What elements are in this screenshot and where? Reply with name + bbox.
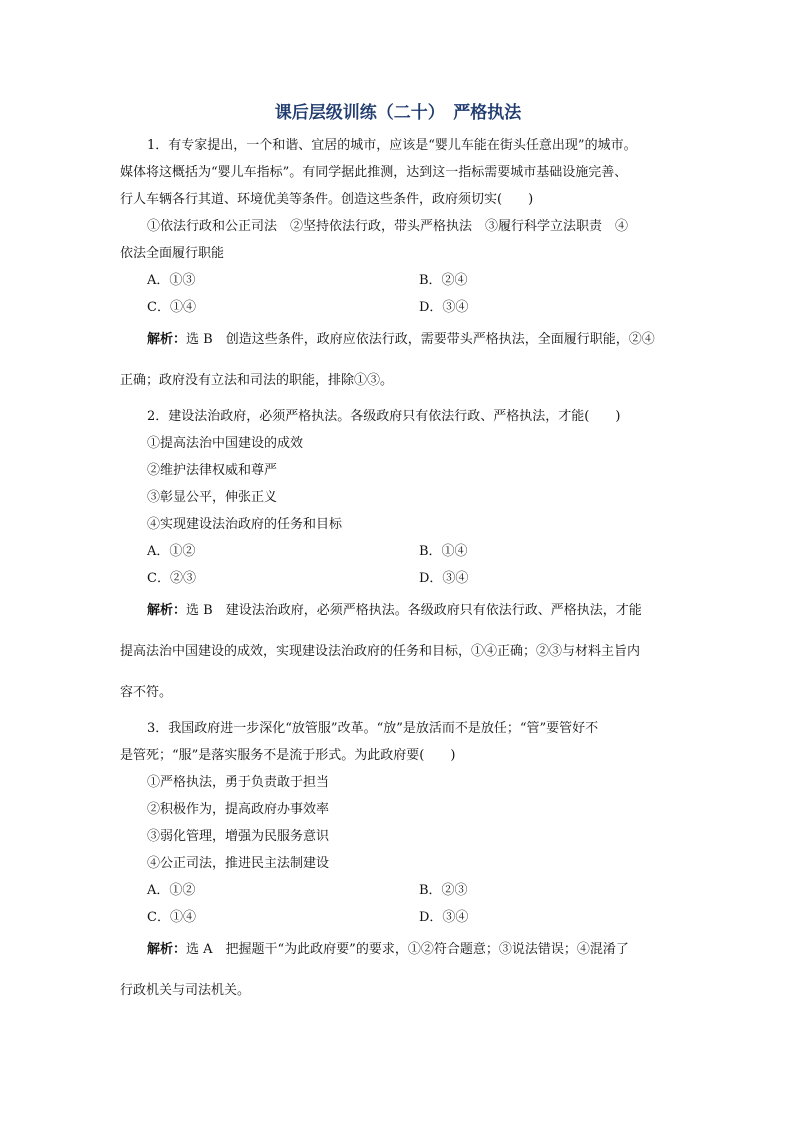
q3-stem-line-1: 3．我国政府进一步深化“放管服”改革。“放”是放活而不是放任；“管”要管好不	[147, 721, 599, 736]
q1-option-b: B．②④	[419, 273, 468, 288]
q3-statement-4: ④公正司法，推进民主法制建设	[147, 856, 330, 871]
q3-options-row-1	[120, 877, 676, 904]
q2-options-row-1	[120, 538, 676, 565]
q3-statement-3: ③弱化管理，增强为民服务意识	[147, 829, 330, 844]
q3-option-b: B．②③	[419, 883, 468, 898]
q2-option-b: B．①④	[419, 544, 468, 559]
q3-statement-1: ①严格执法，勇于负责敢于担当	[147, 775, 330, 790]
q3-stem-line-2: 是管死；“服”是落实服务不是流于形式。为此政府要( )	[120, 748, 456, 763]
q2-analysis-line-3: 容不符。	[120, 685, 173, 700]
q1-option-d: D．③④	[419, 300, 469, 315]
q1-statement-line-2: 依法全面履行职能	[120, 246, 225, 261]
q2-option-a: A．①②	[147, 544, 196, 559]
q3-analysis-text-1: 选 A 把握题干“为此政府要”的要求，①②符合题意；③说法错误；④混淆了	[186, 942, 629, 957]
q1-stem-line-1: 1．有专家提出，一个和谐、宜居的城市，应该是“婴儿车能在街头任意出现”的城市。	[147, 138, 637, 153]
q1-stem-line-2: 媒体将这概括为“婴儿车指标”。有同学据此推测，达到这一指标需要城市基础设施完善、	[120, 165, 628, 180]
q2-options-row-2	[120, 565, 676, 592]
question-2	[120, 403, 676, 706]
q1-options-row-2	[120, 294, 676, 321]
q2-stem-line-1: 2．建设法治政府，必须严格执法。各级政府只有依法行政、严格执法，才能( )	[147, 409, 621, 424]
q3-analysis-line-1	[120, 936, 676, 963]
q2-analysis-line-1	[120, 597, 676, 624]
q2-statement-3: ③彰显公平，伸张正义	[147, 490, 278, 505]
q1-stem-line-3: 行人车辆各行其道、环境优美等条件。创造这些条件，政府须切实( )	[120, 192, 534, 207]
q3-analysis-line-2: 行政机关与司法机关。	[120, 983, 251, 998]
q2-option-d: D．③④	[419, 571, 469, 586]
document-page	[120, 100, 676, 1004]
q1-analysis-line-1	[120, 326, 676, 353]
q1-option-a: A．①③	[147, 273, 196, 288]
q2-analysis-line-2: 提高法治中国建设的成效，实现建设法治政府的任务和目标，①④正确；②③与材料主旨内	[120, 644, 641, 659]
q2-statement-2: ②维护法律权威和尊严	[147, 463, 278, 478]
q3-option-c: C．①④	[147, 910, 196, 925]
q3-option-d: D．③④	[419, 910, 469, 925]
q3-options-row-2	[120, 904, 676, 931]
q2-analysis-text-1: 选 B 建设法治政府，必须严格执法。各级政府只有依法行政、严格执法，才能	[186, 603, 642, 618]
q2-analysis-label: 解析：	[147, 603, 187, 618]
q1-option-c: C．①④	[147, 300, 196, 315]
q2-option-c: C．②③	[147, 571, 196, 586]
q2-statement-1: ①提高法治中国建设的成效	[147, 436, 304, 451]
q1-analysis-label: 解析：	[147, 332, 187, 347]
q1-options-row-1	[120, 267, 676, 294]
question-3	[120, 715, 676, 1004]
question-1	[120, 132, 676, 394]
q1-analysis-line-2: 正确；政府没有立法和司法的职能，排除①③。	[120, 373, 394, 388]
q1-statement-line-1: ①依法行政和公正司法 ②坚持依法行政，带头严格执法 ③履行科学立法职责 ④	[147, 219, 629, 234]
q2-statement-4: ④实现建设法治政府的任务和目标	[147, 517, 343, 532]
q3-analysis-label: 解析：	[147, 942, 187, 957]
q1-analysis-text-1: 选 B 创造这些条件，政府应依法行政，需要带头严格执法，全面履行职能，②④	[186, 332, 655, 347]
q3-statement-2: ②积极作为，提高政府办事效率	[147, 802, 330, 817]
q3-option-a: A．①②	[147, 883, 196, 898]
page-title: 课后层级训练（二十） 严格执法	[274, 103, 522, 123]
